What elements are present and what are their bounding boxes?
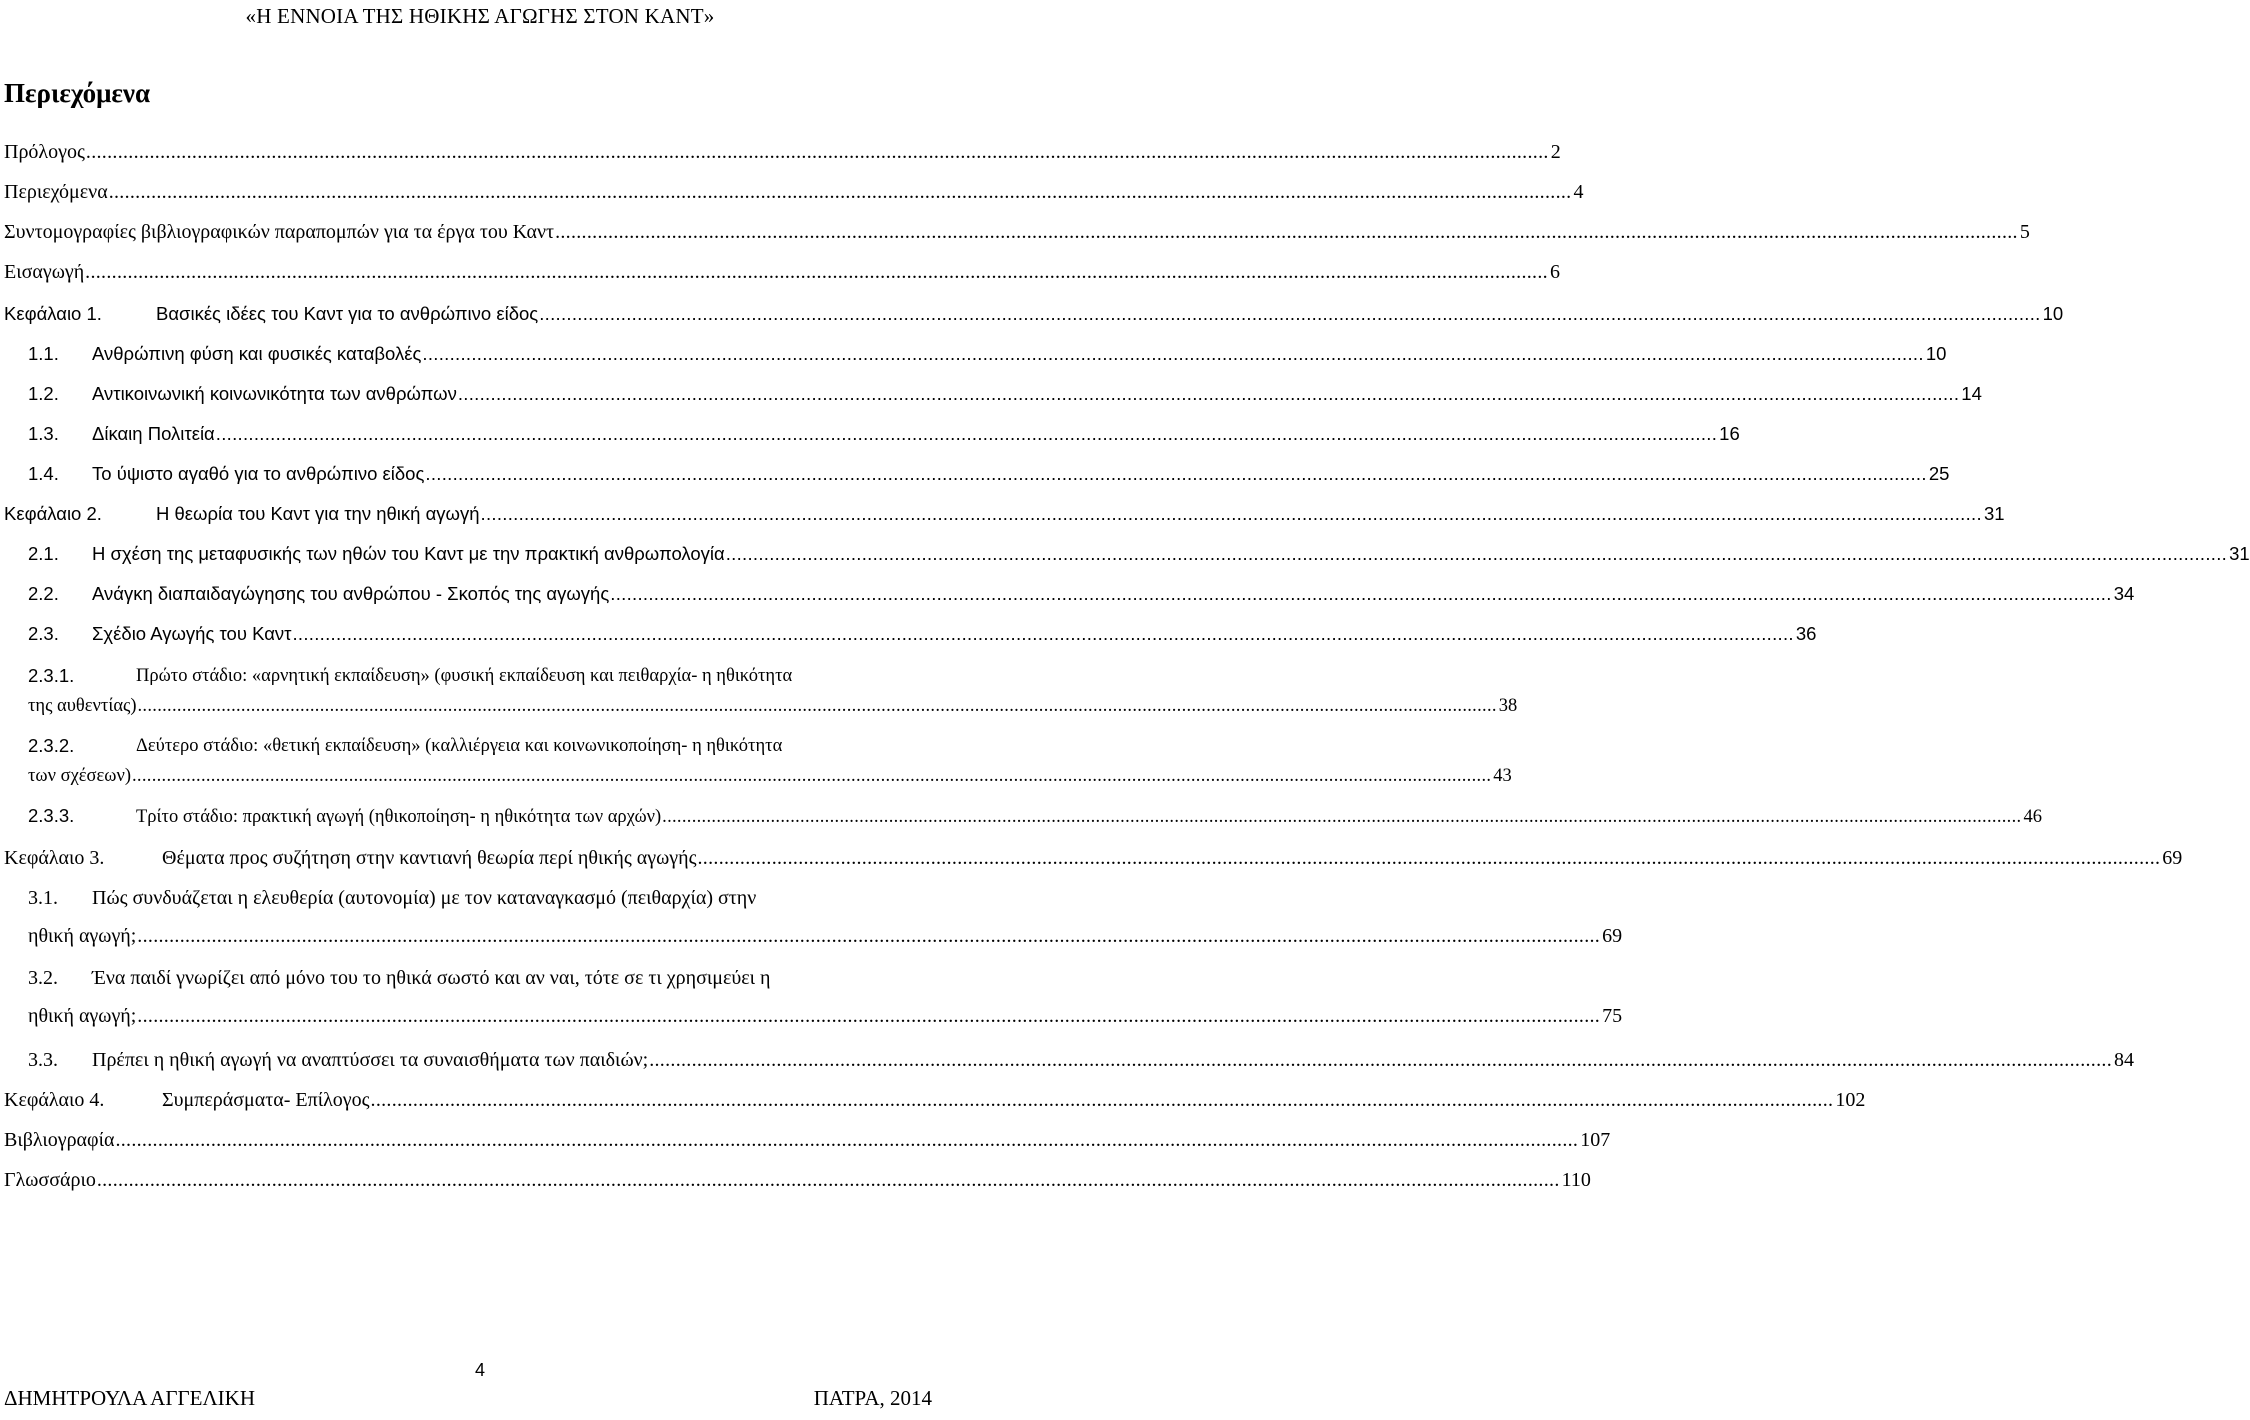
toc-entry-text: Γλωσσάριο	[4, 1169, 96, 1191]
toc-entry-2-3-2-line2[interactable]	[28, 764, 1512, 788]
toc-entry-bibliography[interactable]	[4, 1128, 1611, 1152]
toc-entry-contents[interactable]	[4, 180, 1584, 204]
toc-leader-dots	[137, 924, 1600, 948]
footer-place-year: ΠΑΤΡΑ, 2014	[813, 1386, 932, 1410]
toc-entry-text: Περιεχόμενα	[4, 181, 108, 203]
toc-leader-dots	[115, 1128, 1578, 1152]
toc-entry-text: Πρέπει η ηθική αγωγή να αναπτύσσει τα συναισθήματα των παιδιών;	[92, 1049, 649, 1071]
toc-entry-number: 1.1.	[28, 343, 59, 364]
toc-page-number: 34	[2113, 583, 2135, 604]
toc-entry-number: 1.3.	[28, 423, 59, 444]
toc-entry-text: Ένα παιδί γνωρίζει από μόνο του το ηθικά σωστό και αν ναι, τότε σε τι χρησιμεύει η	[92, 967, 771, 989]
running-header: «Η ΕΝΝΟΙΑ ΤΗΣ ΗΘΙΚΗΣ ΑΓΩΓΗΣ ΣΤΟΝ ΚΑΝΤ»	[245, 4, 715, 28]
toc-entry-text: Δεύτερο στάδιο: «θετική εκπαίδευση» (καλλιέργεια και κοινωνικοποίηση- η ηθικότητα	[136, 736, 783, 756]
page-title: Περιεχόμενα	[4, 78, 151, 108]
toc-page-number: 75	[1602, 1005, 1623, 1027]
toc-entry-number: 1.4.	[28, 463, 59, 484]
toc-leader-dots	[86, 140, 1549, 164]
toc-entry-number: 3.3.	[28, 1049, 58, 1071]
toc-entry-number: Κεφάλαιο 3.	[4, 847, 105, 869]
toc-leader-dots	[132, 764, 1491, 788]
toc-entry-1-4[interactable]	[28, 462, 1950, 486]
toc-entry-1-3[interactable]	[28, 422, 1740, 446]
toc-leader-dots	[371, 1088, 1834, 1112]
toc-entry-2-3-2-line1[interactable]	[28, 734, 940, 758]
toc-leader-dots	[85, 260, 1548, 284]
toc-leader-dots	[292, 622, 1793, 646]
toc-entry-number: Κεφάλαιο 2.	[4, 503, 102, 524]
toc-page-number: 107	[1580, 1129, 1611, 1151]
toc-entry-chapter-1[interactable]	[4, 302, 2064, 326]
toc-entry-text: Πώς συνδυάζεται η ελευθερία (αυτονομία) με τον καταναγκασμό (πειθαρχία) στην	[92, 887, 757, 909]
toc-entry-text: Βασικές ιδέες του Καντ για το ανθρώπινο είδος	[156, 303, 539, 324]
toc-entry-chapter-3[interactable]	[4, 846, 2183, 870]
toc-entry-abbreviations[interactable]	[4, 220, 2030, 244]
toc-entry-introduction[interactable]	[4, 260, 1560, 284]
toc-leader-dots	[138, 694, 1497, 718]
toc-entry-number: 2.3.1.	[28, 665, 75, 686]
toc-entry-chapter-2[interactable]	[4, 502, 2005, 526]
toc-page-number: 10	[1925, 343, 1947, 364]
toc-page-number: 102	[1835, 1089, 1866, 1111]
toc-entry-text: Βιβλιογραφία	[4, 1129, 115, 1151]
toc-page-number: 6	[1549, 261, 1560, 283]
toc-entry-text: Η σχέση της μεταφυσικής των ηθών του Καντ με την πρακτική ανθρωπολογία	[92, 543, 725, 564]
toc-entry-chapter-4[interactable]	[4, 1088, 1866, 1112]
toc-entry-2-3[interactable]	[28, 622, 1817, 646]
toc-entry-text: Δίκαιη Πολιτεία	[92, 423, 215, 444]
toc-leader-dots	[97, 1168, 1560, 1192]
toc-entry-number: 2.3.3.	[28, 805, 75, 826]
toc-entry-2-1[interactable]	[28, 542, 2250, 566]
toc-leader-dots	[425, 462, 1926, 486]
toc-entry-prologue[interactable]	[4, 140, 1561, 164]
toc-page-number: 38	[1498, 696, 1518, 716]
toc-entry-text: Τρίτο στάδιο: πρακτική αγωγή (ηθικοποίηση- η ηθικότητα των αρχών)	[136, 807, 662, 827]
toc-entry-text: Σχέδιο Αγωγής του Καντ	[92, 623, 292, 644]
toc-entry-text: Συμπεράσματα- Επίλογος	[162, 1089, 370, 1111]
toc-page-number: 69	[1602, 925, 1623, 947]
toc-entry-1-2[interactable]	[28, 382, 1982, 406]
toc-entry-number: 2.3.	[28, 623, 59, 644]
toc-entry-number: Κεφάλαιο 4.	[4, 1089, 105, 1111]
toc-leader-dots	[109, 180, 1572, 204]
toc-leader-dots	[216, 422, 1717, 446]
toc-page-number: 25	[1928, 463, 1950, 484]
toc-entry-number: 3.1.	[28, 887, 58, 909]
toc-entry-2-2[interactable]	[28, 582, 2135, 606]
toc-leader-dots	[539, 302, 2040, 326]
toc-entry-number: 2.2.	[28, 583, 59, 604]
toc-entry-1-1[interactable]	[28, 342, 1947, 366]
toc-entry-text: Συντομογραφίες βιβλιογραφικών παραπομπών για τα έργα του Καντ	[4, 221, 555, 243]
toc-page-number: 16	[1719, 423, 1740, 444]
toc-entry-2-3-1-line1[interactable]	[28, 664, 940, 688]
toc-leader-dots	[555, 220, 2018, 244]
toc-leader-dots	[649, 1048, 2112, 1072]
toc-entry-3-2-line1[interactable]	[28, 966, 960, 990]
toc-leader-dots	[610, 582, 2111, 606]
toc-entry-text: Αντικοινωνική κοινωνικότητα των ανθρώπων	[92, 383, 457, 404]
toc-leader-dots	[137, 1004, 1600, 1028]
toc-leader-dots	[662, 805, 2021, 829]
footer-author: ΔΗΜΗΤΡΟΥΛΑ ΑΓΓΕΛΙΚΗ	[4, 1386, 256, 1410]
toc-page-number: 69	[2162, 847, 2183, 869]
toc-page-number: 2	[1550, 141, 1561, 163]
toc-entry-glossary[interactable]	[4, 1168, 1591, 1192]
toc-page-number: 46	[2023, 807, 2042, 827]
toc-page-number: 10	[2042, 303, 2064, 324]
toc-page-number: 36	[1795, 623, 1817, 644]
toc-entry-text: Η θεωρία του Καντ για την ηθική αγωγή	[156, 503, 480, 524]
toc-page-number: 84	[2114, 1049, 2134, 1071]
toc-entry-3-1-line1[interactable]	[28, 886, 960, 910]
toc-entry-text-continued: της αυθεντίας)	[28, 696, 137, 716]
toc-entry-number: 1.2.	[28, 383, 59, 404]
toc-page-number: 43	[1493, 766, 1512, 786]
toc-entry-text: Εισαγωγή	[4, 261, 85, 283]
toc-leader-dots	[422, 342, 1923, 366]
toc-entry-number: 2.1.	[28, 543, 59, 564]
toc-entry-3-1-line2[interactable]	[28, 924, 1623, 948]
page-number: 4	[474, 1360, 485, 1380]
toc-entry-number: Κεφάλαιο 1.	[4, 303, 102, 324]
toc-leader-dots	[481, 502, 1982, 526]
toc-entry-number: 2.3.2.	[28, 735, 75, 756]
toc-entry-text-continued: των σχέσεων)	[28, 766, 131, 786]
toc-page-number: 4	[1573, 181, 1584, 203]
toc-page-number: 31	[1983, 503, 2005, 524]
toc-entry-text-continued: ηθική αγωγή;	[28, 925, 137, 947]
toc-leader-dots	[458, 382, 1959, 406]
toc-page-number: 31	[2229, 543, 2250, 564]
toc-entry-text: Το ύψιστο αγαθό για το ανθρώπινο είδος	[92, 463, 425, 484]
toc-entry-2-3-3[interactable]	[28, 804, 2042, 829]
toc-entry-text: Ανθρώπινη φύση και φυσικές καταβολές	[92, 343, 422, 364]
toc-leader-dots	[698, 846, 2161, 870]
toc-entry-number: 3.2.	[28, 967, 58, 989]
toc-entry-text-continued: ηθική αγωγή;	[28, 1005, 137, 1027]
toc-entry-3-2-line2[interactable]	[28, 1004, 1623, 1028]
toc-page-number: 110	[1561, 1169, 1591, 1191]
toc-entry-3-3[interactable]	[28, 1048, 2134, 1072]
toc-entry-text: Ανάγκη διαπαιδαγώγησης του ανθρώπου - Σκοπός της αγωγής	[92, 583, 610, 604]
toc-entry-2-3-1-line2[interactable]	[28, 694, 1518, 718]
toc-entry-text: Πρόλογος	[4, 141, 85, 163]
toc-page-number: 5	[2019, 221, 2030, 243]
toc-entry-text: Πρώτο στάδιο: «αρνητική εκπαίδευση» (φυσική εκπαίδευση και πειθαρχία- η ηθικότητα	[136, 666, 793, 686]
toc-entry-text: Θέματα προς συζήτηση στην καντιανή θεωρία περί ηθικής αγωγής	[162, 847, 697, 869]
toc-page-number: 14	[1961, 383, 1982, 404]
toc-leader-dots	[726, 542, 2227, 566]
